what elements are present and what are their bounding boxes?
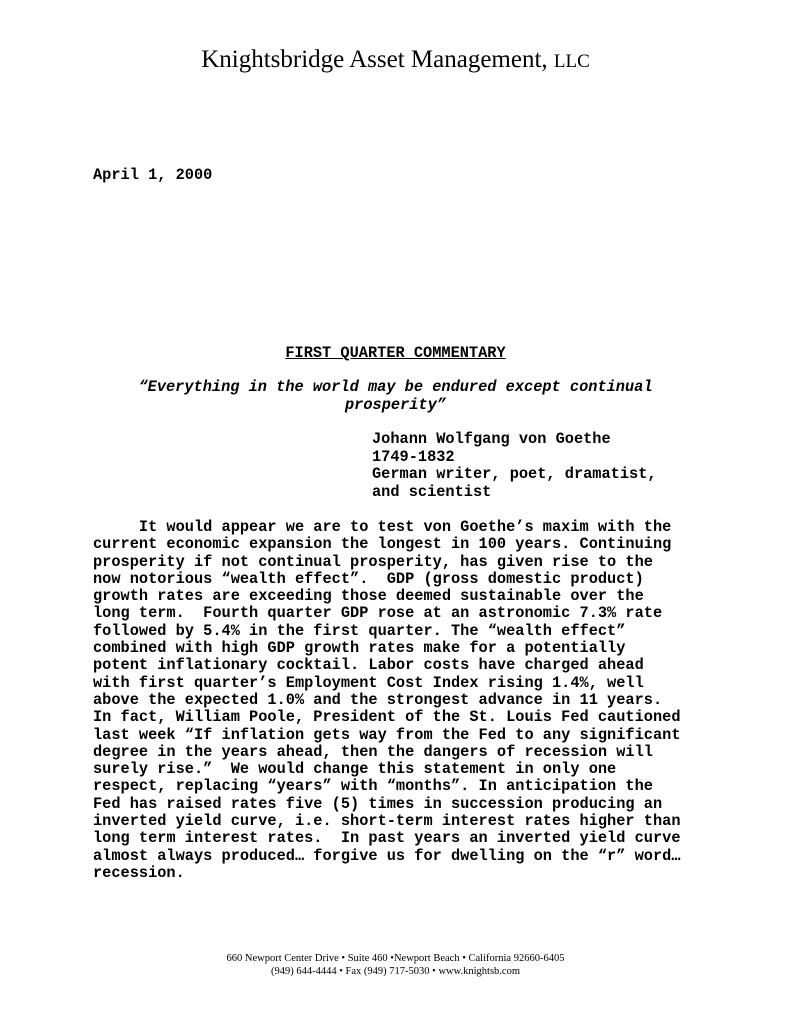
- body-line: followed by 5.4% in the first quarter. The “wealth effect”: [93, 621, 626, 640]
- body-line: above the expected 1.0% and the strongest advance in 11 years.: [93, 690, 663, 709]
- attribution-line: and scientist: [372, 482, 492, 501]
- quote-attribution: [372, 431, 657, 501]
- body-line: almost always produced… forgive us for dwelling on the “r” word…: [93, 846, 681, 865]
- body-line: respect, replacing “years” with “months”. In anticipation the: [93, 777, 653, 796]
- body-line: combined with high GDP growth rates make for a potentially: [93, 639, 626, 658]
- body-line: growth rates are exceeding those deemed sustainable over the: [93, 587, 644, 606]
- company-suffix: LLC: [553, 51, 590, 72]
- attribution-line: 1749-1832: [372, 447, 455, 466]
- body-line: It would appear we are to test von Goethe’s maxim with the: [93, 518, 672, 536]
- commentary-body: [93, 519, 681, 882]
- letterhead-footer: [0, 952, 791, 978]
- body-line: surely rise.” We would change this statement in only one: [93, 760, 617, 779]
- body-line: long term. Fourth quarter GDP rose at an astronomic 7.3% rate: [93, 604, 663, 623]
- body-line: now notorious “wealth effect”. GDP (gross domestic product): [93, 569, 644, 588]
- footer-address: 660 Newport Center Drive • Suite 460 •Newport Beach • California 92660-6405: [226, 953, 565, 964]
- body-line: current economic expansion the longest in 100 years. Continuing: [93, 535, 672, 554]
- body-line: long term interest rates. In past years an inverted yield curve: [93, 829, 681, 848]
- commentary-heading: FIRST QUARTER COMMENTARY: [285, 344, 506, 362]
- body-line: Fed has raised rates five (5) times in succession producing an: [93, 794, 663, 813]
- letterhead: [0, 46, 791, 74]
- letter-date: April 1, 2000: [93, 166, 213, 184]
- body-line: degree in the years ahead, then the dangers of recession will: [93, 742, 653, 761]
- footer-contact: (949) 644-4444 • Fax (949) 717-5030 • www.knightsb.com: [270, 966, 521, 977]
- epigraph-quote: “Everything in the world may be endured except continual prosperity”: [138, 378, 653, 414]
- attribution-line: Johann Wolfgang von Goethe: [372, 430, 611, 448]
- attribution-line: German writer, poet, dramatist,: [372, 465, 657, 483]
- company-name: Knightsbridge Asset Management,: [201, 46, 548, 73]
- body-line: recession.: [93, 863, 185, 882]
- body-line: In fact, William Poole, President of the St. Louis Fed cautioned: [93, 708, 681, 727]
- body-line: with first quarter’s Employment Cost Index rising 1.4%, well: [93, 673, 644, 692]
- body-line: prosperity if not continual prosperity, has given rise to the: [93, 552, 653, 571]
- body-line: inverted yield curve, i.e. short-term interest rates higher than: [93, 812, 681, 831]
- body-line: last week “If inflation gets way from the Fed to any significant: [93, 725, 681, 744]
- body-line: potent inflationary cocktail. Labor costs have charged ahead: [93, 656, 644, 675]
